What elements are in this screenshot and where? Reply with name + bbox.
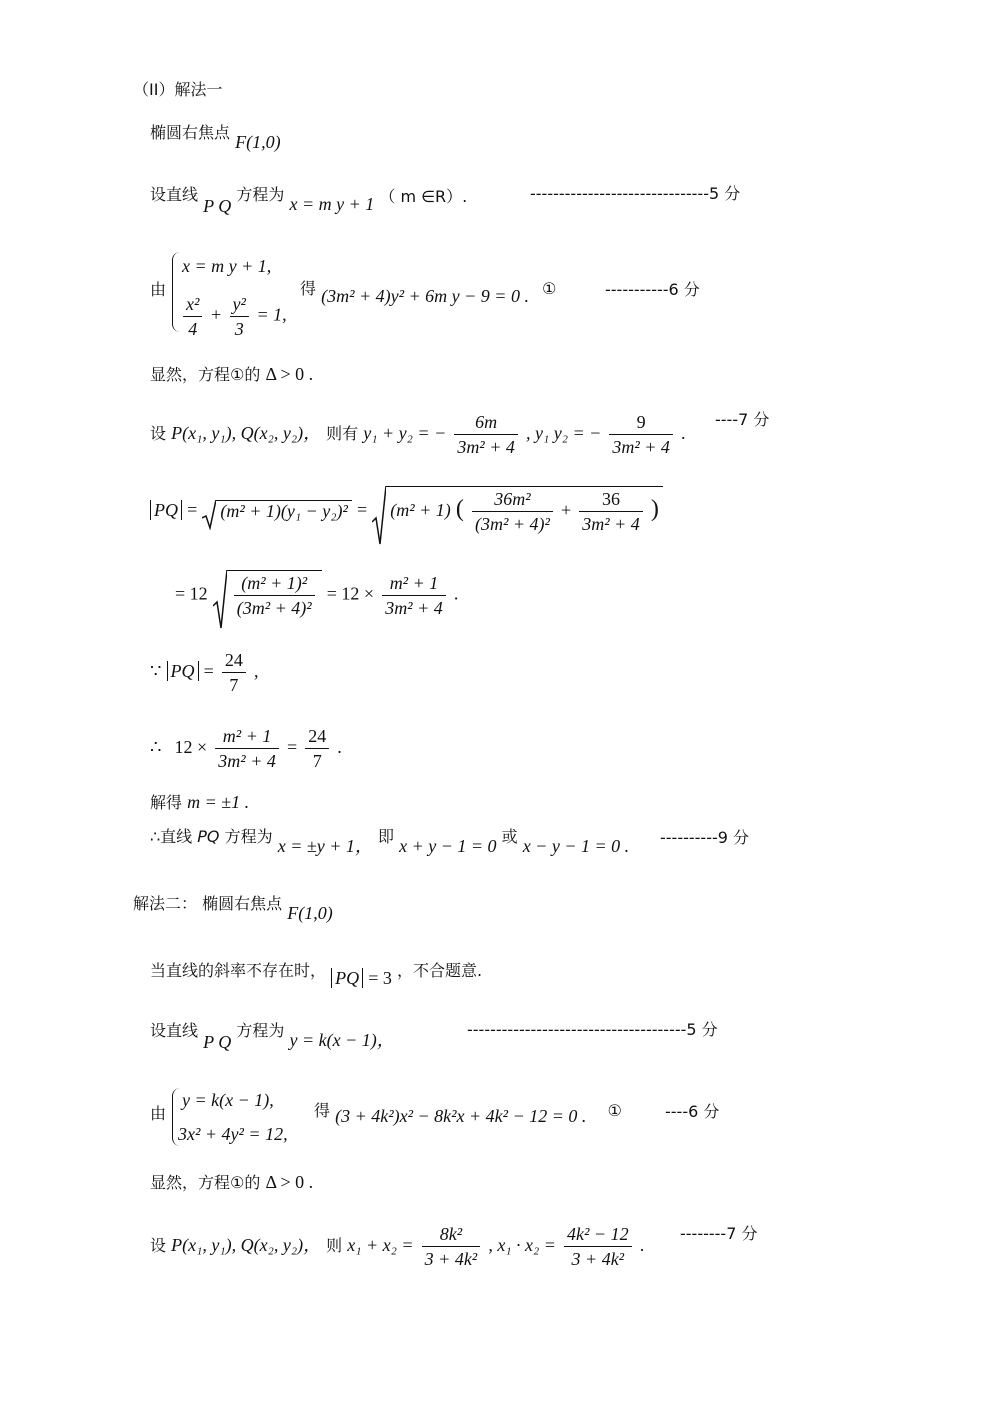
points: P(x₁, y₁), Q(x₂, y₂)， <box>171 423 322 443</box>
s2-setup-label: 设直线 <box>150 1021 199 1040</box>
length-formula: PQ = (m² + 1)(y₁ − y₂)² = (m² + 1) ( $\frac{\text{36m²}}{\text{(3m² + 4)²}}$ + $\frac{36}{\text{3m² + 4}}$ ) <box>150 486 663 536</box>
because-symbol: ∵ <box>150 661 162 681</box>
vertical-text: 当直线的斜率不存在时， <box>150 961 327 980</box>
conc-line: x = ±y + 1， <box>277 836 373 856</box>
pq-val: = 3 <box>368 968 392 988</box>
m-value: m = ±1 . <box>187 792 250 812</box>
s2-system-eq2: 3x² + 4y² = 12, <box>178 1124 288 1144</box>
sum-den: 3m² + 4 <box>457 437 515 457</box>
s2-score-5: --------------------------------------5 分 <box>467 1020 718 1039</box>
solution2-heading <box>133 893 333 923</box>
s2-set-label: 设 <box>150 1236 167 1255</box>
then-have: 则有 <box>326 424 359 443</box>
pq-label: P Q <box>203 196 232 216</box>
pq-abs-3: PQ <box>331 968 363 988</box>
conclusion-line <box>150 826 630 856</box>
s2-eq-label: 方程为 <box>236 1021 285 1040</box>
ie-label: 即 <box>377 827 394 846</box>
tg-den: 7 <box>312 751 322 771</box>
sys2-y-num: y² <box>230 292 249 317</box>
lenf1-num: 36m² <box>472 487 553 512</box>
s2-sum-lhs: x₁ + x₂ = <box>347 1235 414 1255</box>
lenf2-den: 3m² + 4 <box>582 514 640 534</box>
circle-one: ① <box>542 279 557 298</box>
prod-lhs: , y₁ y₂ = − <box>525 423 602 443</box>
get-label: 得 <box>300 279 317 298</box>
set-label: 设 <box>150 424 167 443</box>
sum-lhs: y₁ + y₂ = − <box>363 423 447 443</box>
s2-line-setup <box>150 1020 395 1052</box>
s2-points: P(x₁, y₁), Q(x₂, y₂)， <box>171 1235 322 1255</box>
solved-text: 解得 <box>150 793 183 812</box>
prod-num: 9 <box>609 410 673 435</box>
therefore-symbol: ∴ <box>150 737 162 757</box>
s2-sum-num: 8k² <box>422 1222 481 1247</box>
get-quadratic <box>300 278 557 306</box>
s2-obviously-text: 显然，方程①的 <box>150 1173 261 1192</box>
given-den: 7 <box>229 675 239 695</box>
focus-point: F(1,0) <box>235 132 281 152</box>
twelve-x: 12 × <box>174 737 208 757</box>
pq-bold: PQ <box>197 827 220 846</box>
therefore-line: ∴ 12 × $\frac{\text{m² + 1}}{\text{3m² + 4}}$ = $\frac{24}{7}$ . <box>150 726 342 771</box>
sys2-y-den: 3 <box>234 319 244 339</box>
s2-heading: 解法二： <box>133 894 198 913</box>
sum-num: 6m <box>454 410 518 435</box>
rad2-pre: (m² + 1) <box>390 500 451 520</box>
line-equation: x = m y + 1 <box>289 194 375 214</box>
setup-label: 设直线 <box>150 185 199 204</box>
simplify-line: = 12 $\frac{\text{(m² + 1)²}}{\text{(3m² + 4)²}}$ = 12 × $\frac{\text{m² + 1}}{\text{3m² + 4}}$ . <box>175 570 458 620</box>
s2-focus-text: 椭圆右焦点 <box>202 894 283 913</box>
sys2-x-den: 4 <box>188 319 198 339</box>
s2-system-eq1: y = k(x − 1), <box>182 1090 274 1110</box>
conc-eq-label: 方程为 <box>224 827 273 846</box>
s2-score-6: ----6 分 <box>665 1102 720 1121</box>
eq-12x: = 12 × <box>326 583 375 604</box>
system-eq1: x = m y + 1, <box>182 256 272 276</box>
s2-prod-lhs: , x₁ · x₂ = <box>488 1235 556 1255</box>
part2-heading: （II）解法一 <box>133 80 223 99</box>
sqrt-3 <box>213 570 322 620</box>
score-9: ----------9 分 <box>660 828 750 847</box>
s2-prod-num: 4k² − 12 <box>564 1222 632 1247</box>
s2-delta: Δ > 0 . <box>265 1172 314 1192</box>
line-a: x + y − 1 = 0 <box>399 836 497 856</box>
s2-then: 则 <box>326 1236 343 1255</box>
s2-line-equation: y = k(x − 1)， <box>289 1030 395 1050</box>
f-num: m² + 1 <box>382 571 446 596</box>
solved-line <box>150 792 249 813</box>
s2-score-7: --------7 分 <box>680 1224 758 1243</box>
tg-num: 24 <box>305 724 329 749</box>
because-line: ∵ PQ = $\frac{24}{7}$ , <box>150 650 259 695</box>
s2-quadratic: (3 + 4k²)x² − 8k²x + 4k² − 12 = 0 . <box>335 1106 587 1126</box>
vertical-case <box>150 960 483 988</box>
sys2-x-num: x² <box>183 292 202 317</box>
sys2-end: = 1, <box>256 304 287 325</box>
r-den: (3m² + 4)² <box>236 598 312 618</box>
tf-num: m² + 1 <box>215 724 279 749</box>
lenf2-num: 36 <box>579 487 643 512</box>
sqrt-2: (m² + 1) ( $\frac{\text{36m²}}{\text{(3m² + 4)²}}$ + $\frac{36}{\text{3m² + 4}}$ ) <box>372 486 663 536</box>
pq-abs-2: PQ <box>167 661 199 681</box>
s2-obviously-line <box>150 1172 313 1193</box>
s2-circle-one: ① <box>607 1101 622 1120</box>
s2-get-label: 得 <box>314 1101 331 1120</box>
vieta-line: 设 P(x₁, y₁), Q(x₂, y₂)， 则有 y₁ + y₂ = − $\frac{6m}{\text{3m² + 4}}$ , y₁ y₂ = − $\frac{9}{\text{3m² + 4}}$ . <box>150 412 686 457</box>
by-label: 由 <box>150 280 167 299</box>
delta: Δ > 0 . <box>265 364 314 384</box>
r-num: (m² + 1)² <box>234 571 315 596</box>
f-den: 3m² + 4 <box>385 597 443 618</box>
prod-den: 3m² + 4 <box>612 437 670 457</box>
quadratic: (3m² + 4)y² + 6m y − 9 = 0 . <box>321 286 529 306</box>
s2-by-label: 由 <box>150 1104 167 1123</box>
s2-focus-point: F(1,0) <box>287 903 333 923</box>
given-num: 24 <box>222 648 246 673</box>
s2-vieta-line: 设 P(x₁, y₁), Q(x₂, y₂)， 则 x₁ + x₂ = $\frac{\text{8k²}}{\text{3 + 4k²}}$ , x₁ · x₂ = $\frac{\text{4k² − 12}}{\text{3 + 4k²}}$ . <box>150 1224 645 1269</box>
s2-pq-label: P Q <box>203 1032 232 1052</box>
system-eq2: $\frac{\text{x²}}{4}$ + $\frac{\text{y²}}{3}$ = 1, <box>180 292 287 341</box>
obviously-line <box>150 364 313 385</box>
focus-text: 椭圆右焦点 <box>150 123 231 142</box>
line-setup <box>150 184 468 216</box>
focus-line <box>150 122 281 152</box>
eq-12: = 12 <box>175 583 208 604</box>
s2-sum-den: 3 + 4k² <box>424 1249 478 1269</box>
pq-abs: PQ <box>150 500 182 520</box>
sqrt-1 <box>202 500 352 522</box>
m-condition: （ m ∈R）. <box>379 187 468 206</box>
s2-prod-den: 3 + 4k² <box>571 1249 625 1269</box>
score-7: ----7 分 <box>715 410 770 429</box>
or-label: 或 <box>501 827 518 846</box>
line-b: x − y − 1 = 0 . <box>522 836 630 856</box>
not-fit: ，不合题意. <box>396 961 483 980</box>
lenf1-den: (3m² + 4)² <box>474 514 550 534</box>
s2-get-quadratic <box>314 1100 622 1126</box>
score-5: -------------------------------5 分 <box>530 184 741 203</box>
conclusion-text: ∴直线 <box>150 827 193 846</box>
eq-label: 方程为 <box>236 185 285 204</box>
radicand-1: (m² + 1)(y₁ − y₂)² <box>216 500 352 521</box>
score-6: -----------6 分 <box>605 280 700 299</box>
obviously-text: 显然，方程①的 <box>150 365 261 384</box>
tf-den: 3m² + 4 <box>218 751 276 771</box>
